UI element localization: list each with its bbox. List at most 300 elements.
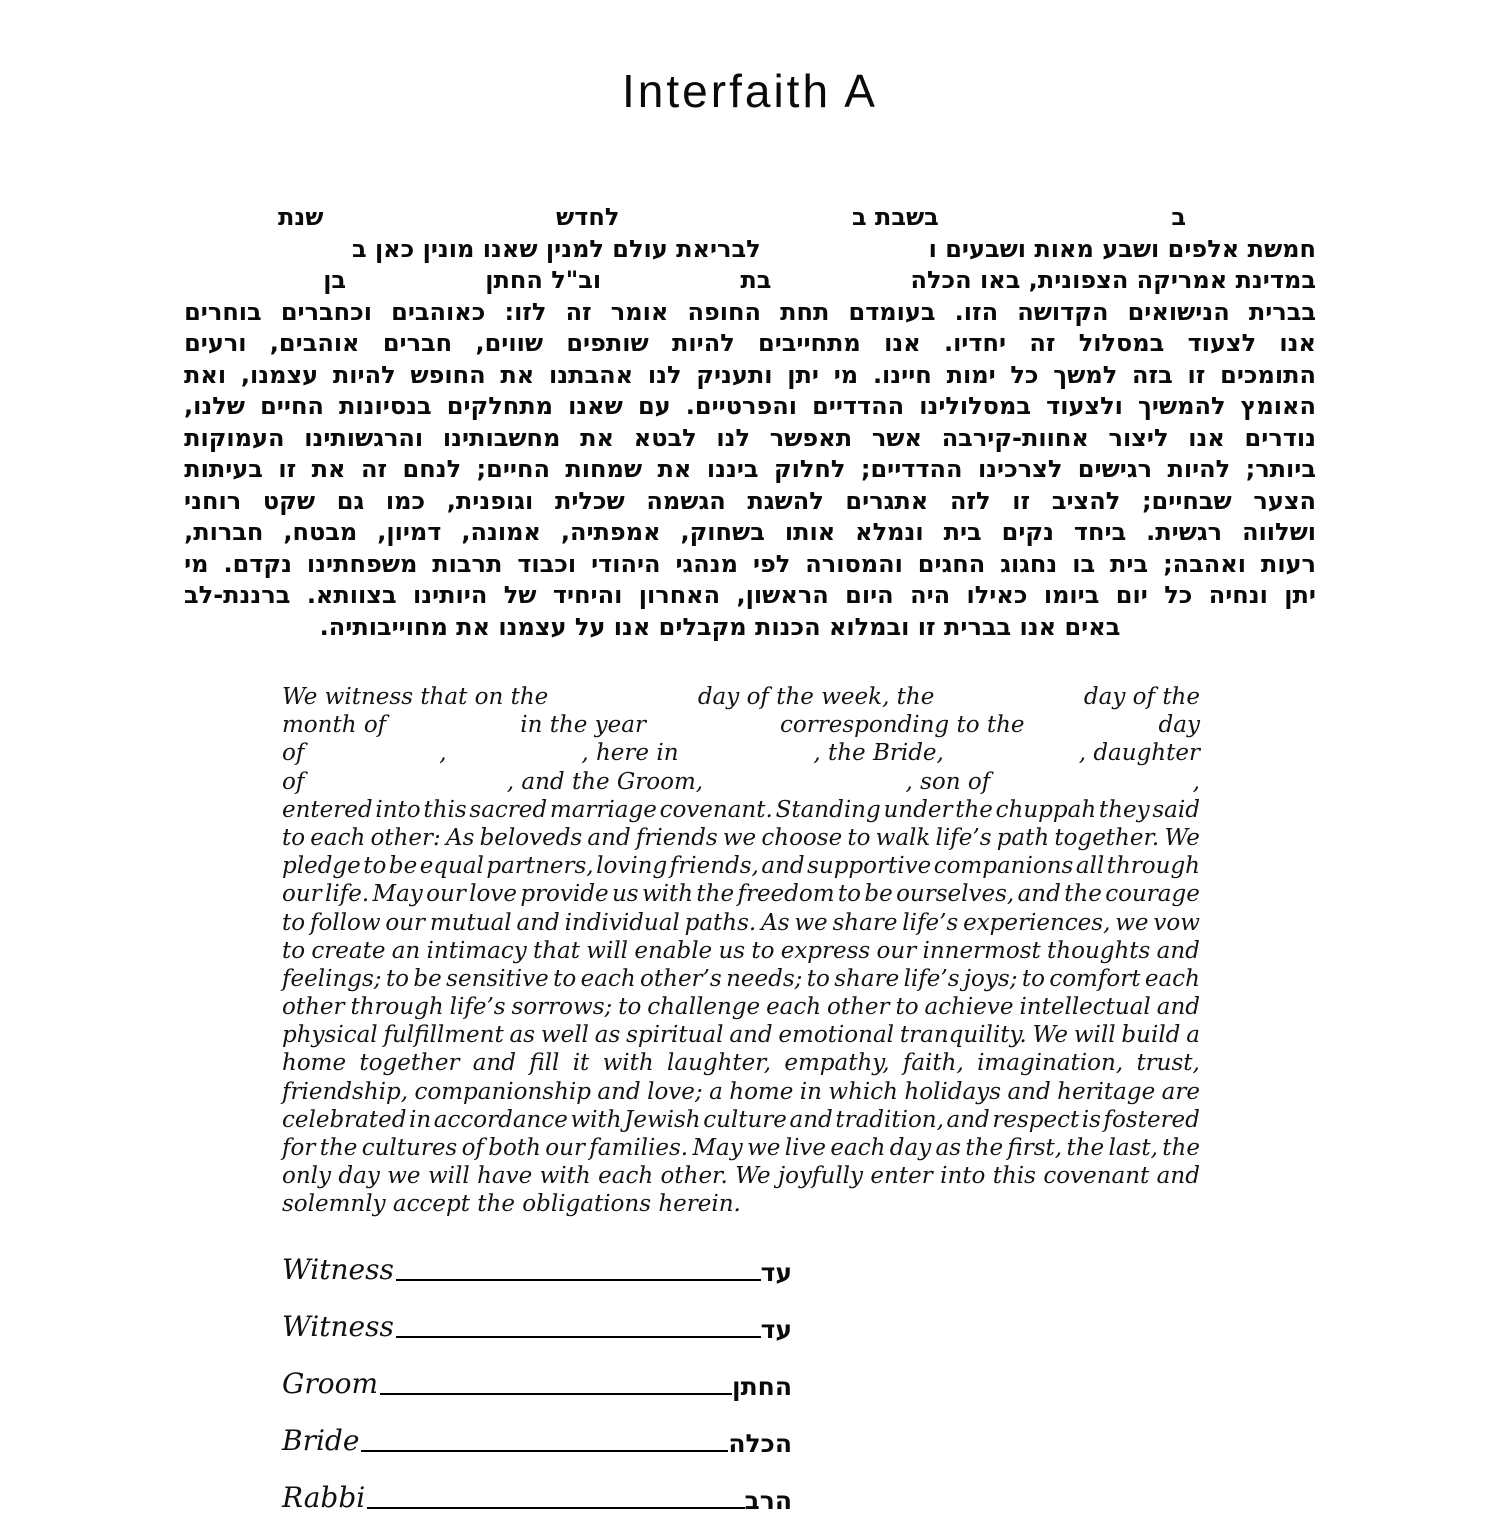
- english-word: day: [889, 1135, 932, 1161]
- english-word: covenant.: [659, 796, 773, 823]
- english-word: and: [1156, 937, 1200, 964]
- english-word: joyfully: [778, 1163, 864, 1190]
- signature-block: [282, 1253, 794, 1515]
- english-word: Jewish: [624, 1106, 701, 1133]
- hebrew-word: החופש: [410, 360, 486, 389]
- english-word: enter: [870, 1163, 933, 1190]
- english-word: friendship,: [282, 1078, 409, 1105]
- hebrew-word: את: [500, 360, 535, 389]
- hebrew-word: של: [503, 581, 537, 609]
- hebrew-word: לנו: [647, 360, 682, 389]
- signature-role-label: Groom: [282, 1366, 379, 1400]
- hebrew-word: מחשבותינו: [442, 423, 561, 452]
- english-word: life’s: [903, 965, 960, 992]
- hebrew-word: היותינו: [412, 581, 488, 609]
- english-word: tranquility.: [899, 1022, 1027, 1049]
- signature-row: [282, 1253, 794, 1287]
- hebrew-word: לנו: [716, 423, 751, 452]
- english-word: our: [545, 1135, 585, 1161]
- hebrew-word: כאוהבים: [391, 297, 486, 326]
- english-word: As: [445, 824, 475, 851]
- hebrew-word: עצמנו,: [240, 360, 319, 389]
- signature-hebrew-label: עד: [760, 1314, 792, 1344]
- hebrew-word: התומכים: [1220, 360, 1316, 389]
- hebrew-fill-segment: בן: [323, 266, 347, 294]
- hebrew-word: רוחני: [184, 486, 242, 515]
- hebrew-word: חיינו.: [872, 360, 932, 389]
- hebrew-word: אתגרים: [845, 486, 929, 515]
- hebrew-fill-segment: חמשת אלפים ושבע מאות ושבעים ו: [928, 234, 1316, 263]
- english-word: and: [1017, 881, 1061, 908]
- english-word: to: [895, 994, 919, 1021]
- english-word: achieve: [924, 994, 1014, 1021]
- english-word: with: [539, 1163, 591, 1190]
- english-word: experiences,: [963, 909, 1111, 936]
- english-fill-segment: , here in: [581, 740, 679, 767]
- english-word: We: [1164, 824, 1200, 851]
- english-fill-segment: , son of: [905, 768, 991, 795]
- hebrew-word: האחרון: [638, 581, 721, 609]
- hebrew-word: בזה: [1132, 360, 1173, 389]
- hebrew-word: חברים: [382, 329, 453, 357]
- hebrew-word: החגים: [917, 549, 986, 578]
- english-fill-line: [282, 711, 1200, 739]
- hebrew-word: ההדדיים;: [860, 455, 963, 483]
- english-word: partners,: [486, 853, 594, 880]
- english-word: faith,: [902, 1050, 964, 1077]
- english-word: our: [385, 909, 426, 936]
- english-word: we: [794, 909, 828, 936]
- hebrew-word: זה: [360, 455, 388, 483]
- english-word: and: [761, 853, 805, 880]
- english-word: covenant: [1043, 1163, 1150, 1190]
- english-word: thoughts: [1047, 937, 1151, 964]
- english-word: joys;: [963, 965, 1018, 992]
- english-word: As: [761, 909, 790, 936]
- english-word: respect: [992, 1106, 1080, 1133]
- hebrew-word: אמפתיה,: [560, 518, 661, 546]
- hebrew-body-line: [184, 328, 1316, 360]
- english-body-line: [282, 1078, 1200, 1106]
- english-word: the: [1162, 1135, 1200, 1161]
- hebrew-word: את: [657, 455, 692, 483]
- hebrew-word: תרבות: [432, 549, 503, 578]
- english-word: home: [729, 1078, 794, 1105]
- hebrew-word: את: [311, 455, 346, 483]
- english-word: culture: [703, 1106, 787, 1133]
- english-word: life’s: [902, 909, 959, 936]
- english-word: this: [423, 796, 467, 823]
- english-word: freedom: [737, 881, 835, 908]
- hebrew-word: ברננת-לב: [184, 581, 291, 609]
- hebrew-word: לצרכינו: [977, 455, 1063, 483]
- hebrew-fill-segment: וב"ל החתן: [485, 266, 602, 294]
- english-word: cultures: [361, 1135, 458, 1161]
- english-word: choose: [761, 824, 843, 851]
- english-word: to: [282, 824, 306, 851]
- hebrew-word: כל: [1010, 360, 1039, 389]
- hebrew-word: ואהבה;: [1163, 549, 1246, 578]
- english-word: equal: [419, 853, 484, 880]
- hebrew-word: הצער: [1253, 486, 1316, 515]
- signature-hebrew-label: הרב: [744, 1485, 792, 1515]
- hebrew-word: מנהגי: [675, 549, 739, 578]
- hebrew-fill-segment: לחדש: [556, 203, 620, 231]
- english-word: love: [469, 881, 517, 908]
- english-word: to: [282, 909, 306, 936]
- hebrew-word: ביננו: [706, 455, 759, 483]
- hebrew-word: כמו: [385, 486, 426, 515]
- english-word: our: [426, 881, 466, 908]
- english-word: be: [413, 965, 442, 992]
- english-word: will: [427, 1163, 470, 1190]
- english-word: spiritual: [626, 1022, 724, 1049]
- hebrew-body-line: [184, 391, 1316, 423]
- english-word: in: [799, 1078, 822, 1105]
- english-word: and: [1156, 994, 1200, 1021]
- english-text-block: [282, 683, 1200, 1219]
- english-word: we: [1115, 909, 1149, 936]
- hebrew-word: והפרטיים.: [685, 392, 797, 420]
- hebrew-word: יחדיו.: [943, 329, 1007, 357]
- english-word: each: [766, 994, 822, 1021]
- hebrew-word: אומר: [610, 297, 669, 326]
- signature-role-label: Rabbi: [282, 1480, 366, 1514]
- english-word: walk: [875, 824, 931, 851]
- english-fill-segment: , daughter: [1078, 740, 1200, 767]
- english-word: emotional: [778, 1022, 895, 1049]
- english-word: a: [1186, 1022, 1200, 1049]
- english-fill-line: [282, 739, 1200, 767]
- english-body-lines: [282, 796, 1200, 1191]
- hebrew-word: להציב: [1051, 486, 1121, 515]
- english-word: and: [789, 1106, 833, 1133]
- english-word: enable: [634, 937, 713, 964]
- english-word: Standing: [775, 796, 881, 823]
- english-word: express: [780, 937, 871, 964]
- english-word: physical: [282, 1022, 378, 1049]
- english-body-line: [282, 796, 1200, 824]
- hebrew-word: שכלית: [554, 486, 625, 515]
- english-word: celebrated: [282, 1106, 407, 1133]
- hebrew-word: היה: [910, 581, 951, 609]
- hebrew-word: נקים: [1001, 518, 1054, 546]
- english-word: each: [830, 1135, 886, 1161]
- english-word: intimacy: [426, 937, 527, 964]
- hebrew-word: לחלוק: [773, 455, 846, 483]
- english-word: fulfillment: [383, 1022, 504, 1049]
- signature-role-label: Bride: [282, 1423, 360, 1457]
- hebrew-body-lines: [184, 297, 1316, 612]
- english-word: to: [806, 965, 830, 992]
- hebrew-word: ונחיה: [1208, 581, 1268, 609]
- hebrew-word: בעומדם: [848, 297, 936, 326]
- signature-hebrew-label: עד: [760, 1257, 792, 1287]
- hebrew-word: לבטא: [633, 423, 697, 452]
- hebrew-word: בצוותא.: [306, 581, 397, 609]
- hebrew-body-line: [184, 360, 1316, 392]
- english-body-line: [282, 965, 1200, 993]
- english-word: have: [477, 1163, 533, 1190]
- english-word: to: [618, 994, 642, 1021]
- hebrew-word: החופה: [687, 297, 761, 326]
- hebrew-word: בוחרים: [184, 297, 262, 326]
- english-word: for: [282, 1135, 316, 1161]
- english-word: the: [955, 796, 993, 823]
- hebrew-word: ביחד: [1073, 518, 1127, 546]
- english-word: life’s: [935, 824, 992, 851]
- english-body-line: [282, 909, 1200, 937]
- english-word: supportive: [807, 853, 932, 880]
- english-word: us: [611, 881, 639, 908]
- english-word: courage: [1105, 881, 1200, 908]
- english-word: and: [946, 1106, 990, 1133]
- english-body-line: [282, 937, 1200, 965]
- english-word: marriage: [549, 796, 657, 823]
- english-word: as: [935, 1135, 962, 1161]
- hebrew-text-block: [184, 202, 1316, 643]
- english-word: we: [387, 1163, 421, 1190]
- english-word: us: [718, 937, 746, 964]
- signature-blank-line: [361, 1450, 728, 1452]
- english-word: to: [1021, 965, 1045, 992]
- english-word: as: [594, 1022, 621, 1049]
- english-word: friends: [635, 824, 718, 851]
- english-word: feelings;: [282, 965, 382, 992]
- english-word: and: [1007, 1078, 1051, 1105]
- english-body-line: [282, 1162, 1200, 1190]
- hebrew-word: ביומו: [1043, 581, 1100, 609]
- english-word: they: [1098, 796, 1150, 823]
- hebrew-word: במסלולינו: [919, 392, 1031, 420]
- hebrew-body-line: [184, 297, 1316, 329]
- english-word: each: [1144, 965, 1200, 992]
- hebrew-word: ואת: [184, 360, 227, 389]
- hebrew-word: זה: [1029, 329, 1056, 357]
- english-word: follow: [309, 909, 381, 936]
- hebrew-word: רגשית.: [1146, 518, 1223, 546]
- hebrew-word: הקדושה: [1017, 297, 1109, 326]
- english-word: together: [359, 1050, 460, 1077]
- hebrew-closing-line: באים אנו בברית זו ובמלוא הכנות מקבלים אנו על עצמנו את מחוייבותיה.: [319, 612, 1121, 641]
- english-word: a: [709, 1078, 723, 1105]
- hebrew-word: שותפים: [566, 329, 649, 357]
- english-word: as: [509, 1022, 536, 1049]
- english-word: each: [310, 824, 366, 851]
- english-word: under: [883, 796, 953, 823]
- english-word: said: [1152, 796, 1200, 823]
- english-word: last,: [1108, 1135, 1158, 1161]
- hebrew-word: היהודי: [591, 549, 661, 578]
- hebrew-word: גם: [336, 486, 365, 515]
- hebrew-word: אשר: [871, 423, 922, 452]
- english-fill-segment: month of: [282, 712, 387, 739]
- english-word: into: [375, 796, 421, 823]
- hebrew-word: אנו: [1279, 329, 1316, 357]
- english-word: and: [516, 909, 560, 936]
- english-word: other: [282, 994, 345, 1021]
- english-word: and: [472, 1050, 517, 1077]
- hebrew-fill-line: [184, 202, 1316, 234]
- english-word: will: [1073, 1022, 1116, 1049]
- signature-hebrew-label: הכלה: [728, 1428, 792, 1458]
- hebrew-word: יום: [1115, 581, 1148, 609]
- hebrew-word: להיות: [672, 329, 735, 357]
- english-word: May: [692, 1135, 743, 1161]
- english-word: through: [1106, 853, 1200, 880]
- signature-blank-line: [396, 1279, 761, 1281]
- english-body-line: [282, 880, 1200, 908]
- english-word: the: [319, 1135, 358, 1161]
- english-word: chuppah: [995, 796, 1097, 823]
- english-word: and: [1156, 1163, 1200, 1190]
- hebrew-word: מבטח,: [283, 518, 358, 546]
- english-word: each: [580, 965, 636, 992]
- signature-blank-line: [367, 1507, 744, 1509]
- english-fill-segment: We witness that on the: [282, 684, 549, 710]
- english-word: to: [751, 937, 775, 964]
- english-word: with: [570, 1106, 622, 1133]
- english-word: friends,: [669, 853, 759, 880]
- english-word: with: [641, 881, 694, 908]
- hebrew-word: בית: [943, 518, 982, 546]
- hebrew-word: כל: [1164, 581, 1193, 609]
- signature-blank-line: [396, 1336, 761, 1338]
- signature-role-label: Witness: [282, 1252, 394, 1286]
- english-word: innermost: [922, 937, 1041, 964]
- english-fill-segment: corresponding to the: [780, 712, 1025, 739]
- hebrew-word: שווים,: [475, 329, 544, 357]
- hebrew-word: והיחיד: [552, 581, 623, 609]
- english-word: of: [461, 1135, 484, 1161]
- english-word: it: [572, 1050, 590, 1077]
- hebrew-word: בית: [1110, 549, 1149, 578]
- english-body-line: [282, 824, 1200, 852]
- english-word: create: [311, 937, 386, 964]
- hebrew-word: וכבוד: [517, 549, 577, 578]
- english-word: is: [1081, 1106, 1101, 1133]
- english-word: We: [1032, 1022, 1068, 1049]
- hebrew-word: החיים: [260, 392, 324, 420]
- english-word: and: [587, 824, 631, 851]
- hebrew-fill-segment: בת: [740, 266, 772, 294]
- english-body-line: [282, 1106, 1200, 1134]
- english-word: beloveds: [479, 824, 583, 851]
- hebrew-word: העמוקות: [184, 423, 285, 452]
- hebrew-word: נחגוג: [1000, 549, 1058, 578]
- english-word: all: [1075, 853, 1105, 880]
- hebrew-word: לנחם: [402, 455, 462, 483]
- english-fill-segment: day of the: [1083, 684, 1200, 710]
- english-word: mutual: [429, 909, 512, 936]
- english-word: life.: [325, 881, 370, 908]
- hebrew-word: זו: [278, 455, 297, 483]
- english-word: sensitive: [446, 965, 549, 992]
- hebrew-word: לזו:: [504, 297, 547, 326]
- english-word: well: [540, 1022, 589, 1049]
- hebrew-word: וכחברים: [280, 297, 372, 326]
- english-word: to: [847, 824, 871, 851]
- english-word: live: [784, 1135, 827, 1161]
- signature-hebrew-label: החתן: [731, 1371, 792, 1401]
- hebrew-word: ורעים: [184, 329, 247, 357]
- hebrew-word: מתחלקים: [446, 392, 553, 420]
- english-word: life’s: [449, 994, 506, 1021]
- hebrew-word: ושלווה: [1242, 518, 1316, 546]
- hebrew-word: אהבתנו: [548, 360, 634, 389]
- hebrew-word: אנו: [1188, 423, 1225, 452]
- hebrew-word: בנסיונות: [339, 392, 432, 420]
- english-word: the: [1066, 1135, 1105, 1161]
- hebrew-word: לזה: [949, 486, 991, 515]
- english-word: be: [864, 881, 893, 908]
- hebrew-word: למשך: [1053, 360, 1118, 389]
- hebrew-word: אנו: [884, 329, 921, 357]
- english-word: provide: [520, 881, 609, 908]
- hebrew-word: היום: [845, 581, 894, 609]
- english-word: home: [282, 1050, 347, 1077]
- hebrew-word: להשגת: [747, 486, 824, 515]
- english-word: imagination,: [977, 1050, 1124, 1077]
- english-word: which: [828, 1078, 898, 1105]
- english-word: build: [1121, 1022, 1181, 1049]
- signature-row: [282, 1481, 794, 1515]
- hebrew-word: להיות: [332, 360, 396, 389]
- english-word: to: [282, 937, 306, 964]
- hebrew-word: תאפשר: [769, 423, 853, 452]
- hebrew-word: שבחיים;: [1141, 486, 1232, 515]
- english-fill-segment: in the year: [520, 712, 646, 739]
- english-word: and: [729, 1022, 773, 1049]
- hebrew-word: הראשון,: [736, 581, 829, 609]
- hebrew-word: ימות: [946, 360, 996, 389]
- english-word: sorrows;: [511, 994, 613, 1021]
- hebrew-word: אותו: [784, 518, 836, 546]
- english-word: with: [602, 1050, 654, 1077]
- hebrew-word: תחת: [780, 297, 830, 326]
- english-word: that: [532, 937, 580, 964]
- hebrew-word: בו: [1072, 549, 1096, 578]
- english-word: day: [338, 1163, 380, 1190]
- english-fill-segment: day: [1158, 712, 1200, 739]
- hebrew-word: הגשמה: [646, 486, 726, 515]
- english-closing-line: solemnly accept the obligations herein.: [282, 1191, 741, 1218]
- english-fill-segment: of: [282, 768, 305, 795]
- hebrew-word: נודרים: [1244, 423, 1316, 452]
- hebrew-word: זו: [1012, 486, 1031, 515]
- hebrew-body-line: [184, 580, 1316, 612]
- english-fill-lines: [282, 683, 1200, 796]
- hebrew-word: ונמלא: [855, 518, 924, 546]
- hebrew-word: רגישים: [1077, 455, 1153, 483]
- hebrew-word: יתן: [787, 360, 819, 389]
- english-word: companionship: [414, 1078, 591, 1105]
- english-word: holidays: [904, 1078, 1001, 1105]
- english-word: pledge: [282, 853, 361, 880]
- english-word: first,: [1007, 1135, 1063, 1161]
- signature-blank-line: [380, 1393, 732, 1395]
- hebrew-word: ביותר;: [1245, 455, 1316, 483]
- english-word: the: [696, 881, 735, 908]
- signature-role-label: Witness: [282, 1309, 394, 1343]
- hebrew-word: הזו.: [954, 297, 999, 326]
- hebrew-word: לפי: [752, 549, 791, 578]
- english-word: other:: [370, 824, 441, 851]
- hebrew-word: אחוות-קירבה: [941, 423, 1089, 452]
- hebrew-word: בברית: [1248, 297, 1316, 326]
- hebrew-word: נקדם.: [223, 549, 292, 578]
- english-body-line: [282, 852, 1200, 880]
